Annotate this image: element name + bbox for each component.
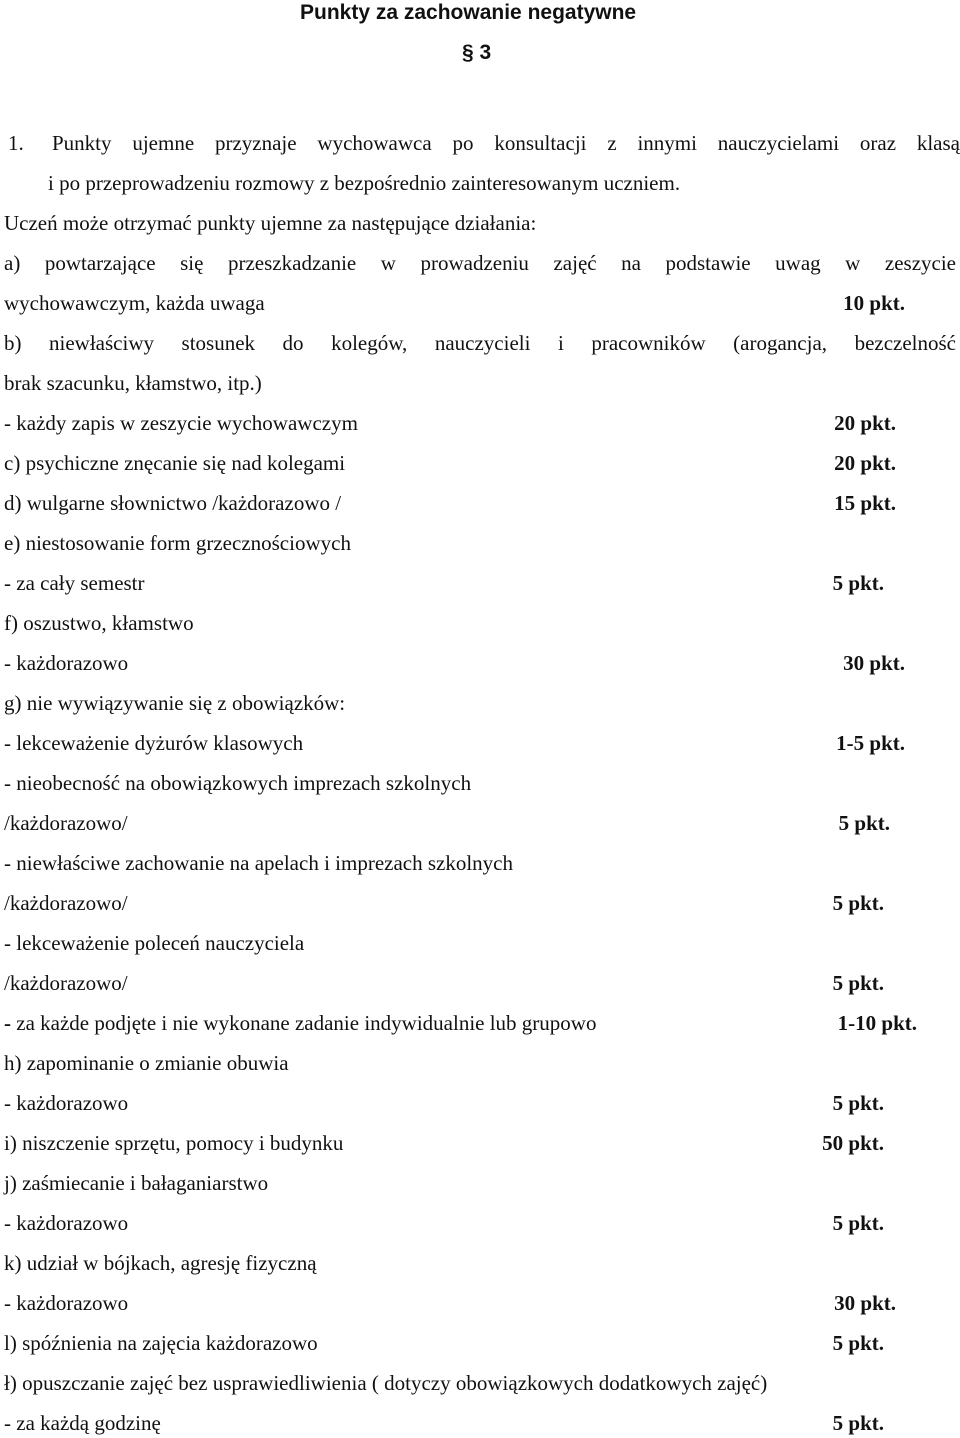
points-value: 5 pkt. <box>832 571 884 595</box>
list-item-text: - każdorazowo <box>4 1291 129 1315</box>
list-item <box>4 328 956 358</box>
list-item-text: - każdy zapis w zeszycie wychowawczym <box>4 411 358 435</box>
list-item <box>4 768 471 798</box>
list-item <box>4 288 265 318</box>
intro-text-2: i po przeprowadzeniu rozmowy z bezpośrednio zainteresowanym uczniem. <box>48 171 681 195</box>
list-item-text: c) psychiczne znęcanie się nad kolegami <box>4 451 346 475</box>
list-item-text: - każdorazowo <box>4 1091 129 1115</box>
list-item <box>4 808 128 838</box>
section-number: § 3 <box>462 41 492 64</box>
intro-text-1: Punkty ujemne przyznaje wychowawca po konsultacji z innymi nauczycielami oraz klasą <box>52 131 960 155</box>
list-item-text: - za cały semestr <box>4 571 145 595</box>
points-value: 5 pkt. <box>832 1331 884 1355</box>
list-item <box>4 1048 289 1078</box>
list-item-text: brak szacunku, kłamstwo, itp.) <box>4 371 262 395</box>
points-value: 5 pkt. <box>832 1211 884 1235</box>
intro-number: 1. <box>8 131 24 155</box>
points-value: 50 pkt. <box>822 1131 884 1155</box>
list-item-text: wychowawczym, każda uwaga <box>4 291 265 315</box>
list-item-text: f) oszustwo, kłamstwo <box>4 611 194 635</box>
list-item-text: /każdorazowo/ <box>4 971 128 995</box>
points-value: 5 pkt. <box>838 811 890 835</box>
points-value: 30 pkt. <box>834 1291 896 1315</box>
lead-text: Uczeń może otrzymać punkty ujemne za następujące działania: <box>4 211 537 235</box>
list-item-text: b) niewłaściwy stosunek do kolegów, nauczycieli i pracowników (arogancja, bezczelność <box>4 331 956 355</box>
list-item <box>4 1208 128 1238</box>
points-value: 5 pkt. <box>832 971 884 995</box>
list-item <box>4 248 956 278</box>
list-item <box>4 568 145 598</box>
list-item <box>4 1288 128 1318</box>
list-item <box>4 608 194 638</box>
list-item-text: - nieobecność na obowiązkowych imprezach szkolnych <box>4 771 472 795</box>
points-value: 15 pkt. <box>834 491 896 515</box>
list-item <box>4 448 345 478</box>
list-item <box>4 648 128 678</box>
list-item-text: i) niszczenie sprzętu, pomocy i budynku <box>4 1131 344 1155</box>
list-item-text: /każdorazowo/ <box>4 891 128 915</box>
list-item-dash: - <box>4 1011 11 1035</box>
list-item <box>4 728 303 758</box>
points-value: 20 pkt. <box>834 411 896 435</box>
list-item <box>4 1088 128 1118</box>
list-item-text: - każdorazowo <box>4 651 129 675</box>
list-item <box>4 368 262 398</box>
list-item <box>4 1168 268 1198</box>
list-item-text: h) zapominanie o zmianie obuwia <box>4 1051 289 1075</box>
points-value: 5 pkt. <box>832 891 884 915</box>
list-item <box>4 888 128 918</box>
list-item-text: - za każdą godzinę <box>4 1411 161 1435</box>
points-value: 1-10 pkt. <box>837 1011 917 1035</box>
list-item <box>4 528 351 558</box>
list-item-text: za każde podjęte i nie wykonane zadanie indywidualnie lub grupowo <box>11 1011 597 1035</box>
list-item-text: g) nie wywiązywanie się z obowiązków: <box>4 691 346 715</box>
list-item <box>4 848 513 878</box>
points-value: 10 pkt. <box>843 291 905 315</box>
list-item-text: k) udział w bójkach, agresję fizyczną <box>4 1251 317 1275</box>
list-item <box>4 1008 596 1038</box>
list-item <box>4 1368 767 1398</box>
list-item-text: d) wulgarne słownictwo /każdorazowo / <box>4 491 342 515</box>
points-value: 20 pkt. <box>834 451 896 475</box>
list-item <box>4 1328 318 1358</box>
list-item <box>4 688 345 718</box>
list-item-text: - lekceważenie poleceń nauczyciela <box>4 931 305 955</box>
list-item <box>4 488 341 518</box>
list-item <box>4 1248 317 1278</box>
document-title: Punkty za zachowanie negatywne <box>300 1 637 24</box>
list-item-text: a) powtarzające się przeszkadzanie w prowadzeniu zajęć na podstawie uwag w zeszycie <box>4 251 956 275</box>
list-item <box>4 1408 161 1438</box>
list-item <box>4 408 358 438</box>
list-item <box>4 968 128 998</box>
list-item-text: - niewłaściwe zachowanie na apelach i imprezach szkolnych <box>4 851 514 875</box>
list-item-text: l) spóźnienia na zajęcia każdorazowo <box>4 1331 318 1355</box>
points-value: 5 pkt. <box>832 1411 884 1435</box>
points-value: 5 pkt. <box>832 1091 884 1115</box>
list-item-text: /każdorazowo/ <box>4 811 128 835</box>
points-value: 1-5 pkt. <box>836 731 905 755</box>
list-item-text: ł) opuszczanie zajęć bez usprawiedliwienia ( dotyczy obowiązkowych dodatkowych zajęć) <box>4 1371 768 1395</box>
list-item-text: - lekceważenie dyżurów klasowych <box>4 731 304 755</box>
list-item-text: j) zaśmiecanie i bałaganiarstwo <box>4 1171 269 1195</box>
list-item-text: e) niestosowanie form grzecznościowych <box>4 531 351 555</box>
list-item-text: - każdorazowo <box>4 1211 129 1235</box>
list-item <box>4 1128 343 1158</box>
points-value: 30 pkt. <box>843 651 905 675</box>
list-item <box>4 928 304 958</box>
